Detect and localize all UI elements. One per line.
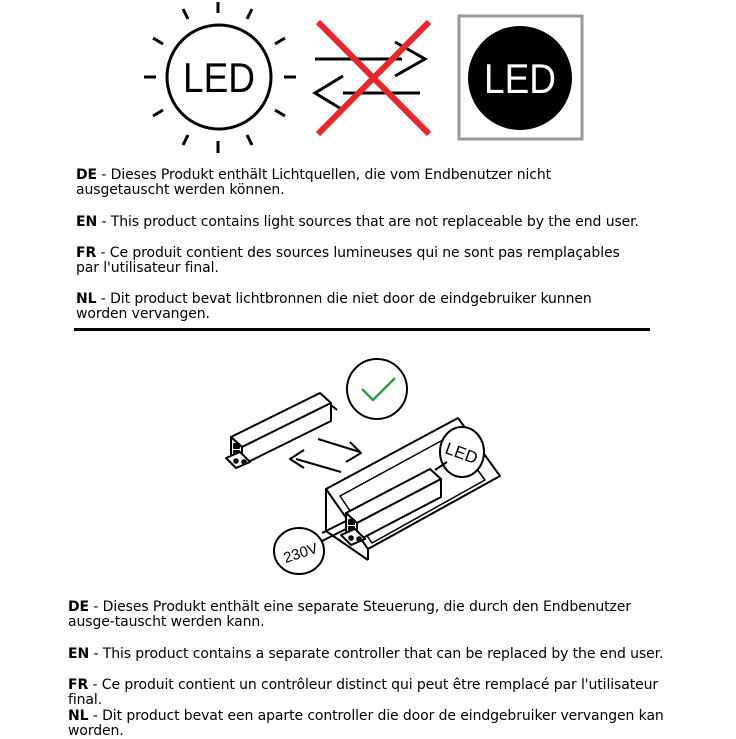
top-figure bbox=[0, 0, 736, 160]
lang-code-en: EN bbox=[76, 214, 98, 230]
para-text: - Dit product bevat lichtbronnen die niet door de eindgebruiker kunnen worden vervangen. bbox=[76, 291, 592, 322]
lang-code-de: DE bbox=[68, 599, 89, 615]
lang-code-fr: FR bbox=[68, 677, 89, 693]
section2-text bbox=[68, 599, 668, 739]
lang-code-de: DE bbox=[76, 167, 97, 183]
para-text: - This product contains light sources that are not replaceable by the end user. bbox=[97, 214, 639, 230]
para-text: - Dieses Produkt enthält Lichtquellen, die vom Endbenutzer nicht ausgetauscht werden können. bbox=[76, 167, 552, 198]
para-text: - This product contains a separate controller that can be replaced by the end user. bbox=[89, 646, 664, 662]
filled-led-label: LED bbox=[484, 55, 556, 102]
divider bbox=[74, 328, 650, 331]
swap-arrows-icon bbox=[290, 439, 361, 472]
para-de-2 bbox=[68, 600, 668, 630]
cross-icon bbox=[318, 22, 429, 134]
para-text: - Dit product bevat een aparte controller die door de eindgebruiker vervangen kan worden. bbox=[68, 708, 664, 739]
para-text: - Ce produit contient des sources lumineuses qui ne sont pas remplaçables par l'utilisateur final. bbox=[76, 245, 620, 276]
para-en-2 bbox=[68, 647, 663, 662]
lang-code-en: EN bbox=[68, 646, 90, 662]
para-text: - Dieses Produkt enthält eine separate Steuerung, die durch den Endbenutzer ausge-tauscht werden kann. bbox=[68, 599, 631, 630]
section1-text bbox=[76, 168, 646, 328]
para-de-1 bbox=[76, 168, 646, 198]
para-nl-2 bbox=[68, 709, 668, 739]
para-fr-1 bbox=[76, 246, 646, 276]
led-badge-label: LED bbox=[442, 438, 481, 468]
led-label: LED bbox=[183, 54, 255, 101]
middle-figure bbox=[0, 340, 736, 580]
loose-controller-icon bbox=[226, 393, 337, 468]
voltage-label: 230V bbox=[281, 539, 321, 567]
para-text: - Ce produit contient un contrôleur distinct qui peut être remplacé par l'utilisateur final. bbox=[68, 677, 659, 708]
lang-code-nl: NL bbox=[68, 708, 89, 724]
para-fr-2 bbox=[68, 678, 668, 708]
lang-code-fr: FR bbox=[76, 245, 97, 261]
lang-code-nl: NL bbox=[76, 291, 97, 307]
mounted-controller-icon bbox=[322, 462, 447, 545]
check-circle-icon bbox=[347, 359, 407, 419]
para-nl-1 bbox=[76, 292, 646, 322]
check-icon bbox=[362, 378, 395, 400]
para-en-1 bbox=[76, 215, 639, 230]
